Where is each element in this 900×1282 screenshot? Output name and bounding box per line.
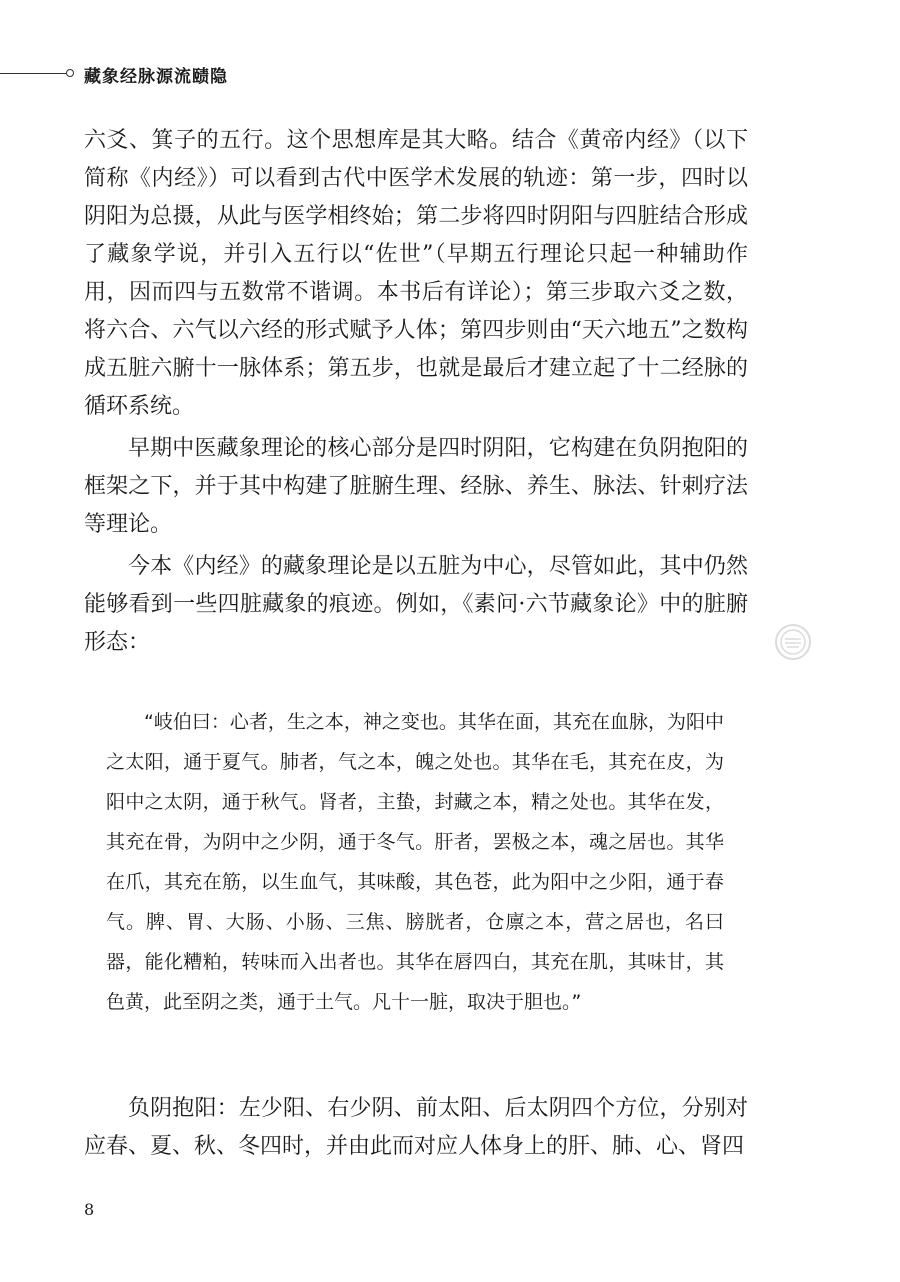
- paragraph: 六爻、箕子的五行。这个思想库是其大略。结合《黄帝内经》（以下简称《内经》）可以看到古代中医学术发展的轨迹：第一步，四时以阴阳为总摄，从此与医学相终始；第二步将四时阴阳与四脏结合形成了藏象学说，并引入五行以“佐世”（早期五行理论只起一种辅助作用，因而四与五数常不谐调。本书后有详论）；第三步取六爻之数，将六合、六气以六经的形式赋予人体；第四步则由“天六地五”之数构成五脏六腑十一脉体系；第五步，也就是最后才建立起了十二经脉的循环系统。: [84, 128, 748, 419]
- header-ornament: [66, 69, 74, 77]
- paragraph: 今本《内经》的藏象理论是以五脏为中心，尽管如此，其中仍然能够看到一些四脏藏象的痕迹。例如，《素问·六节藏象论》中的脏腑形态：: [84, 554, 748, 655]
- running-header: [0, 62, 300, 86]
- paragraph: 负阴抱阳：左少阳、右少阴、前太阳、后太阴四个方位，分别对应春、夏、秋、冬四时，并由此而对应人体身上的肝、肺、心、肾四: [84, 1096, 748, 1159]
- header-rule: [0, 73, 66, 74]
- main-text: [84, 122, 748, 666]
- block-quote: [106, 702, 724, 1022]
- seal-watermark-icon: [773, 622, 813, 662]
- paragraph: 早期中医藏象理论的核心部分是四时阴阳，它构建在负阴抱阳的框架之下，并于其中构建了脏腑生理、经脉、养生、脉法、针刺疗法等理论。: [84, 436, 748, 537]
- header-title: 藏象经脉源流赜隐: [84, 67, 228, 87]
- quote-text: “岐伯曰：心者，生之本，神之变也。其华在面，其充在血脉，为阳中之太阳，通于夏气。肺者，气之本，魄之处也。其华在毛，其充在皮，为阳中之太阴，通于秋气。肾者，主蛰，封藏之本，精之处也。其华在发，其充在骨，为阴中之少阴，通于冬气。肝者，罢极之本，魂之居也。其华在爪，其充在筋，以生血气，其味酸，其色苍，此为阳中之少阳，通于春气。脾、胃、大肠、小肠、三焦、膀胱者，仓廪之本，营之居也，名曰器，能化糟粕，转味而入出者也。其华在唇四白，其充在肌，其味甘，其色黄，此至阴之类，通于土气。凡十一脏，取决于胆也。”: [106, 711, 724, 1013]
- main-text-continued: [84, 1090, 748, 1166]
- page-number: 8: [84, 1200, 95, 1219]
